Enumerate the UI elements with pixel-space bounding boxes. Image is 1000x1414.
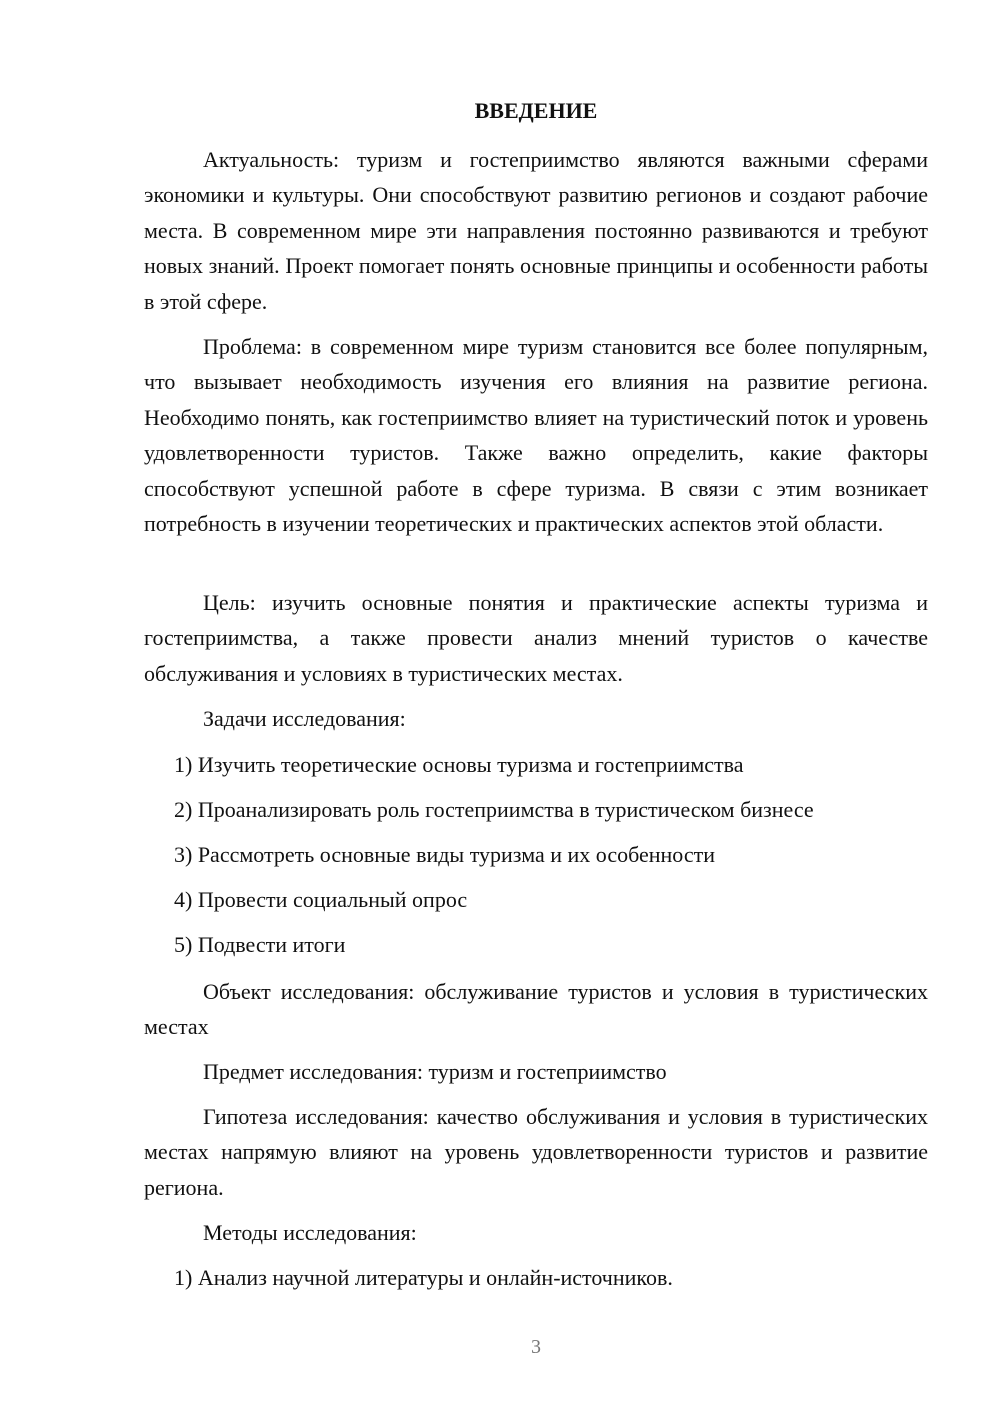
goal-paragraph: Цель: изучить основные понятия и практические аспекты туризма и гостеприимства, а также провести анализ мнений туристов о качестве обслуживания и условиях в туристических местах.: [144, 590, 928, 686]
page-number: 3: [531, 1336, 541, 1358]
task-item-3: 3) Рассмотреть основные виды туризма и их особенности: [174, 842, 715, 867]
relevance-paragraph: Актуальность: туризм и гостеприимство являются важными сферами экономики и культуры. Они способствуют развитию регионов и создают рабочие места. В современном мире эти направления постоянно развиваются и требуют новых знаний. Проект помогает понять основные принципы и особенности работы в этой сфере.: [144, 147, 928, 314]
section-title: ВВЕДЕНИЕ: [474, 98, 598, 123]
task-item-2: 2) Проанализировать роль гостеприимства в туристическом бизнесе: [174, 797, 814, 822]
methods-label: Методы исследования:: [203, 1220, 417, 1245]
object-paragraph: Объект исследования: обслуживание туристов и условия в туристических местах: [144, 979, 928, 1040]
task-item-5: 5) Подвести итоги: [174, 932, 346, 957]
hypothesis-paragraph: Гипотеза исследования: качество обслуживания и условия в туристических местах напрямую влияют на уровень удовлетворенности туристов и развитие региона.: [144, 1104, 928, 1200]
subject-line: Предмет исследования: туризм и гостеприимство: [203, 1059, 667, 1084]
problem-paragraph: Проблема: в современном мире туризм становится все более популярным, что вызывает необходимость изучения его влияния на развитие региона. Необходимо понять, как гостеприимство влияет на туристический поток и уровень удовлетворенности туристов. Также важно определить, какие факторы способствуют успешной работе в сфере туризма. В связи с этим возникает потребность в изучении теоретических и практических аспектов этой области.: [144, 334, 928, 537]
document-page: [144, 0, 928, 1414]
task-item-4: 4) Провести социальный опрос: [174, 887, 468, 912]
tasks-label: Задачи исследования:: [203, 706, 406, 731]
method-item-1: 1) Анализ научной литературы и онлайн-источников.: [174, 1265, 673, 1290]
task-item-1: 1) Изучить теоретические основы туризма и гостеприимства: [174, 752, 744, 777]
